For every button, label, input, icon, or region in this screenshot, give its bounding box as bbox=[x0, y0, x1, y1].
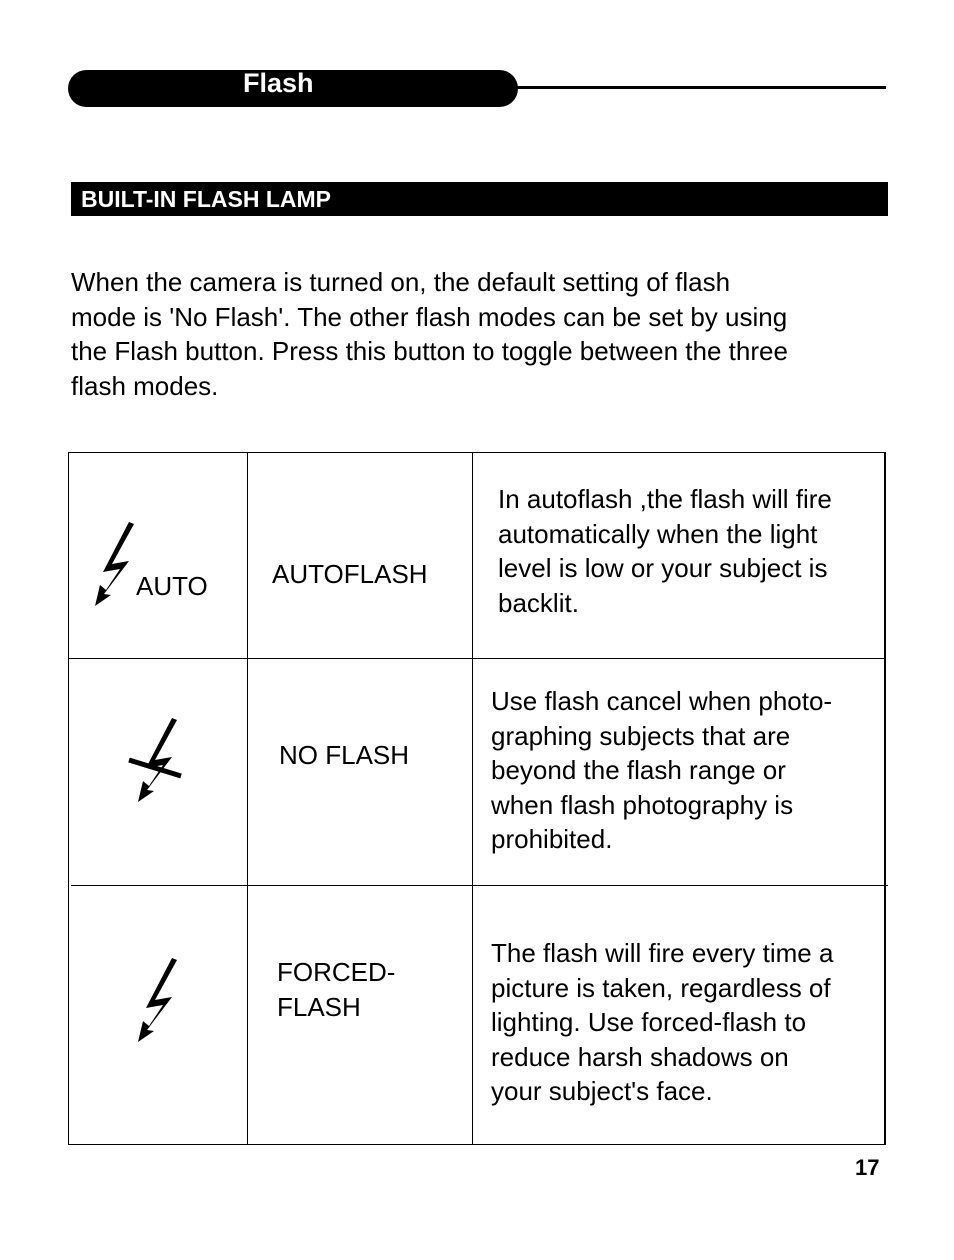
mode-name: AUTOFLASH bbox=[272, 559, 428, 589]
mode-name-line: FORCED- bbox=[277, 957, 396, 987]
description-line: In autoflash ,the flash will fire bbox=[498, 484, 832, 514]
section-title: BUILT-IN FLASH LAMP bbox=[81, 186, 331, 212]
description-line: when flash photography is bbox=[491, 789, 794, 820]
table-divider-col-1 bbox=[247, 452, 248, 1144]
description-line: automatically when the light bbox=[498, 518, 818, 549]
table-border-left bbox=[68, 452, 69, 1145]
mode-icon-label: AUTO bbox=[136, 571, 208, 601]
description-line: reduce harsh shadows on bbox=[491, 1041, 789, 1072]
description-line: lighting. Use forced-flash to bbox=[491, 1007, 807, 1037]
lightning-bolt-crossed-icon bbox=[126, 716, 184, 809]
description-line: level is low or your subject is bbox=[498, 553, 828, 583]
mode-name: NO FLASH bbox=[279, 740, 410, 770]
table-divider-row-2 bbox=[71, 885, 888, 886]
page-number: 17 bbox=[855, 1155, 880, 1180]
intro-line: the Flash button. Press this button to toggle between the three bbox=[71, 336, 788, 366]
intro-line: flash modes. bbox=[71, 370, 219, 401]
description-line: your subject's face. bbox=[491, 1076, 713, 1106]
mode-description bbox=[498, 482, 832, 620]
table-border-top bbox=[68, 452, 886, 453]
mode-name bbox=[277, 955, 395, 1024]
description-line: prohibited. bbox=[491, 824, 613, 854]
page-title: Flash bbox=[243, 68, 314, 98]
table-border-bottom bbox=[68, 1144, 886, 1145]
description-line: graphing subjects that are bbox=[491, 720, 791, 751]
mode-name-line: FLASH bbox=[277, 991, 361, 1022]
intro-line: When the camera is turned on, the default setting of flash bbox=[71, 267, 731, 297]
description-line: backlit. bbox=[498, 587, 579, 618]
description-line: beyond the flash range or bbox=[491, 755, 786, 785]
mode-description bbox=[491, 936, 833, 1109]
table-divider-col-2 bbox=[472, 452, 473, 1145]
description-line: Use flash cancel when photo- bbox=[491, 686, 833, 716]
description-line: The flash will fire every time a bbox=[491, 938, 834, 968]
intro-paragraph bbox=[71, 265, 891, 403]
table-border-right bbox=[884, 452, 886, 1145]
table-divider-row-1 bbox=[68, 658, 886, 659]
lightning-bolt-icon bbox=[130, 956, 182, 1049]
header-rule bbox=[515, 86, 886, 89]
mode-description bbox=[491, 684, 832, 857]
intro-line: mode is 'No Flash'. The other flash modes can be set by using bbox=[71, 301, 788, 332]
description-line: picture is taken, regardless of bbox=[491, 972, 831, 1003]
